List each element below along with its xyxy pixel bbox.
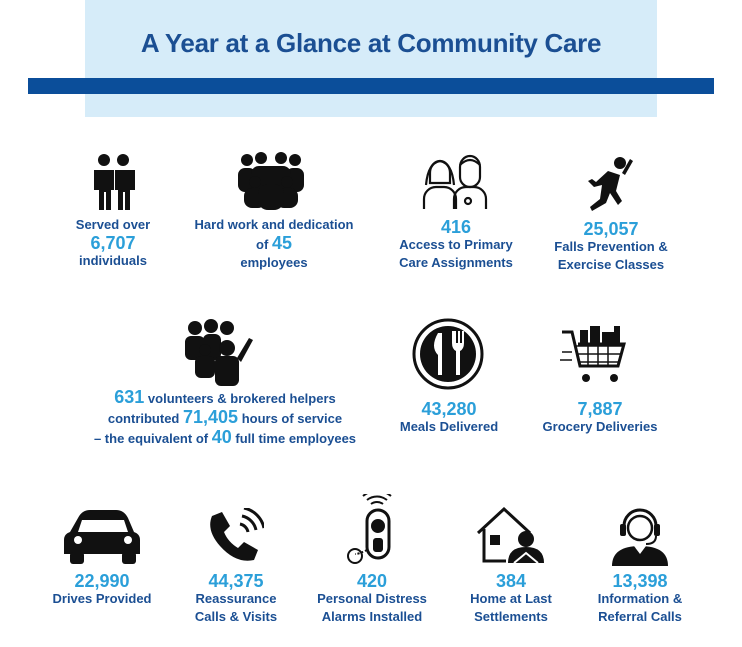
volunteers-text3a: – the equivalent of: [93, 431, 209, 446]
stat-calls: [182, 572, 290, 626]
meals-value: 43,280: [421, 399, 477, 419]
volunteers-text1: volunteers & brokered helpers: [147, 391, 336, 406]
served-post: individuals: [79, 253, 147, 268]
volunteers-hours: 71,405: [183, 407, 239, 427]
volunteers-count: 631: [114, 387, 145, 407]
employees-value: 45: [271, 233, 292, 253]
primary-care-value: 416: [440, 217, 472, 237]
stat-meals: [390, 400, 508, 436]
headset-icon: [610, 504, 670, 566]
home-label2: Settlements: [474, 609, 548, 624]
alarm-pendant-icon: [345, 494, 401, 568]
stat-home: [456, 572, 566, 626]
employees-pre: Hard work and dedication: [194, 217, 354, 232]
stat-drives: [44, 572, 160, 608]
alarms-label2: Alarms Installed: [321, 609, 423, 624]
falls-value: 25,057: [583, 219, 639, 239]
car-icon: [64, 508, 142, 564]
info-label1: Information &: [597, 591, 683, 606]
alarms-value: 420: [356, 571, 388, 591]
stat-falls: [548, 220, 674, 274]
employees-post: employees: [240, 255, 308, 270]
stat-grocery: [536, 400, 664, 436]
employees-of: of: [256, 237, 269, 252]
volunteers-icon: [183, 316, 257, 386]
page-title: A Year at a Glance at Community Care: [140, 28, 602, 58]
served-value: 6,707: [90, 233, 136, 253]
drives-value: 22,990: [74, 571, 130, 591]
info-label2: Referral Calls: [598, 609, 682, 624]
calls-label1: Reassurance: [195, 591, 277, 606]
volunteers-text3b: full time employees: [235, 431, 357, 446]
stat-volunteers: [80, 388, 370, 448]
grocery-label: Grocery Deliveries: [542, 419, 658, 434]
volunteers-fte: 40: [211, 427, 232, 447]
alarms-label1: Personal Distress: [317, 591, 427, 606]
home-person-icon: [474, 505, 546, 565]
falls-label1: Falls Prevention &: [554, 239, 668, 254]
primary-care-label1: Access to Primary: [399, 237, 513, 252]
info-value: 13,398: [612, 571, 668, 591]
exercise-icon: [582, 155, 634, 213]
falls-label2: Exercise Classes: [557, 257, 665, 272]
stat-employees: [188, 216, 360, 272]
header-band: [28, 78, 714, 94]
volunteers-text2b: hours of service: [241, 411, 343, 426]
plate-utensils-icon: [411, 317, 485, 391]
home-value: 384: [495, 571, 527, 591]
grocery-value: 7,887: [577, 399, 623, 419]
home-label1: Home at Last: [470, 591, 552, 606]
calls-value: 44,375: [208, 571, 264, 591]
phone-icon: [206, 508, 264, 566]
stat-alarms: [312, 572, 432, 626]
stat-primary-care: [392, 218, 520, 272]
group-people-icon: [236, 150, 306, 212]
served-pre: Served over: [75, 217, 151, 232]
shopping-cart-icon: [560, 322, 628, 386]
two-people-icon: [90, 152, 138, 212]
stat-served: [58, 216, 168, 270]
drives-label: Drives Provided: [52, 591, 152, 606]
stat-info: [584, 572, 696, 626]
primary-care-label2: Care Assignments: [399, 255, 513, 270]
calls-label2: Calls & Visits: [194, 609, 278, 624]
volunteers-text2a: contributed: [107, 411, 180, 426]
doctors-icon: [418, 153, 492, 213]
meals-label: Meals Delivered: [399, 419, 499, 434]
